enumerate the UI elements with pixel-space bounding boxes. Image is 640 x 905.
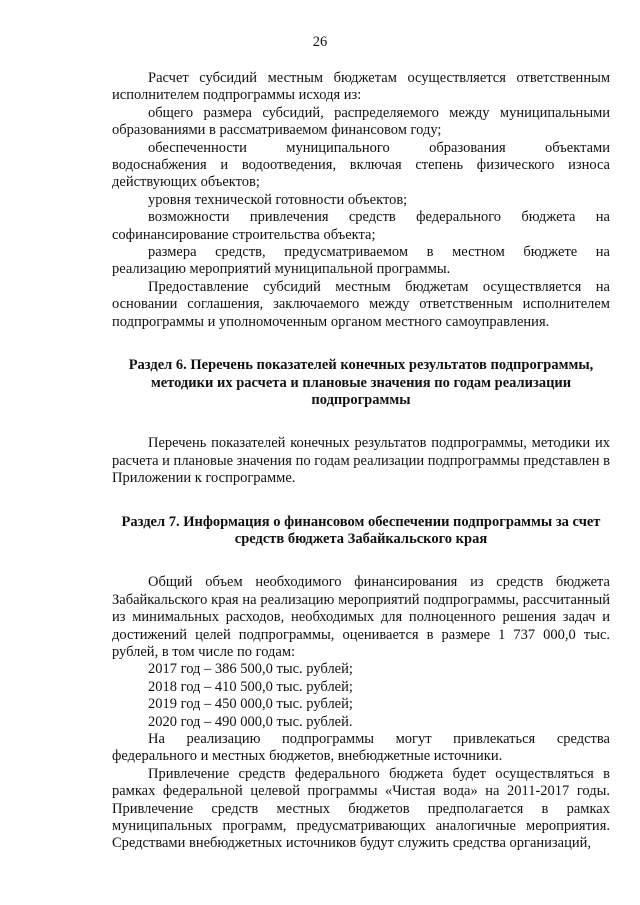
paragraph: уровня технической готовности объектов; xyxy=(148,191,408,208)
page-number: 26 xyxy=(312,34,328,50)
year-line: 2020 год – 490 000,0 тыс. рублей. xyxy=(148,713,353,730)
word: бюджете xyxy=(523,244,578,261)
justified-line xyxy=(112,140,610,157)
paragraph: Перечень показателей конечных результатов подпрограммы, методики их расчета и плановые значения по годам реализации подпрограммы представлен в Приложении к госпрограмме. xyxy=(112,435,610,487)
justified-line xyxy=(112,209,610,226)
section-7-heading: Раздел 7. Информация о финансовом обеспечении подпрограммы за счет средств бюджета Забайкальского края xyxy=(121,513,601,547)
word: образования xyxy=(429,139,506,156)
paragraph-continuation: реализацию мероприятий муниципальной программы. xyxy=(112,261,451,278)
word: в xyxy=(426,244,434,261)
word: реализацию xyxy=(186,731,261,747)
word: предусматриваемом xyxy=(284,244,409,261)
word: средств xyxy=(348,209,396,226)
word: на xyxy=(595,209,610,226)
word: местном xyxy=(452,244,505,261)
justified-line xyxy=(112,731,610,748)
word: привлечения xyxy=(249,209,329,226)
year-line: 2018 год – 410 500,0 тыс. рублей; xyxy=(148,678,353,695)
paragraph: Предоставление субсидий местным бюджетам осуществляется на основании соглашения, заключаемого между ответственным исполнителем подпрограммы и уполномоченным органом местного самоуправления. xyxy=(112,278,610,330)
document-body xyxy=(112,70,610,853)
paragraph-continuation: водоснабжения и водоотведения, включая степень физического износа действующих объектов; xyxy=(112,157,610,191)
paragraph: Привлечение средств федерального бюджета будет осуществляться в рамках федеральной целевой программы «Чистая вода» на 2011-2017 годы. Привлечение средств местных бюджетов предполагается в рамках муниципальных программ, предусматривающих аналогичные мероприятия. Средствами внебюджетных источников будут служить средства организаций, xyxy=(112,765,610,852)
word: подпрограммы xyxy=(282,731,375,747)
word: объектами xyxy=(545,139,610,156)
word: обеспеченности xyxy=(148,139,247,156)
word: муниципального xyxy=(286,139,390,156)
paragraph-continuation: федерального и местных бюджетов, внебюджетные источники. xyxy=(112,748,503,765)
word: могут xyxy=(395,731,432,747)
word: на xyxy=(595,244,610,261)
word: привлекаться xyxy=(453,731,536,747)
section-6-heading: Раздел 6. Перечень показателей конечных результатов подпрограммы, методики их расчета и плановые значения по годам реализации подпрограммы xyxy=(128,357,594,408)
word: федерального xyxy=(416,209,502,226)
word: возможности xyxy=(148,209,230,226)
word: бюджета xyxy=(521,209,576,226)
word: размера xyxy=(148,244,197,261)
paragraph-continuation: софинансирование строительства объекта; xyxy=(112,226,376,243)
year-line: 2017 год – 386 500,0 тыс. рублей; xyxy=(148,661,353,678)
year-line: 2019 год – 450 000,0 тыс. рублей; xyxy=(148,696,353,713)
justified-line xyxy=(112,244,610,261)
word: На xyxy=(148,731,165,747)
paragraph: общего размера субсидий, распределяемого между муниципальными образованиями в рассматриваемом финансовом году; xyxy=(112,104,610,139)
word: средств, xyxy=(215,244,266,261)
paragraph: Расчет субсидий местным бюджетам осуществляется ответственным исполнителем подпрограммы исходя из: xyxy=(112,70,610,104)
word: средства xyxy=(556,731,610,747)
paragraph: Общий объем необходимого финансирования из средств бюджета Забайкальского края на реализацию мероприятий подпрограммы, рассчитанный из минимальных расходов, необходимых для полноценного решения задач и достижений целей подпрограммы, оценивается в размере 1 737 000,0 тыс. рублей, в том числе по годам: xyxy=(112,574,610,660)
